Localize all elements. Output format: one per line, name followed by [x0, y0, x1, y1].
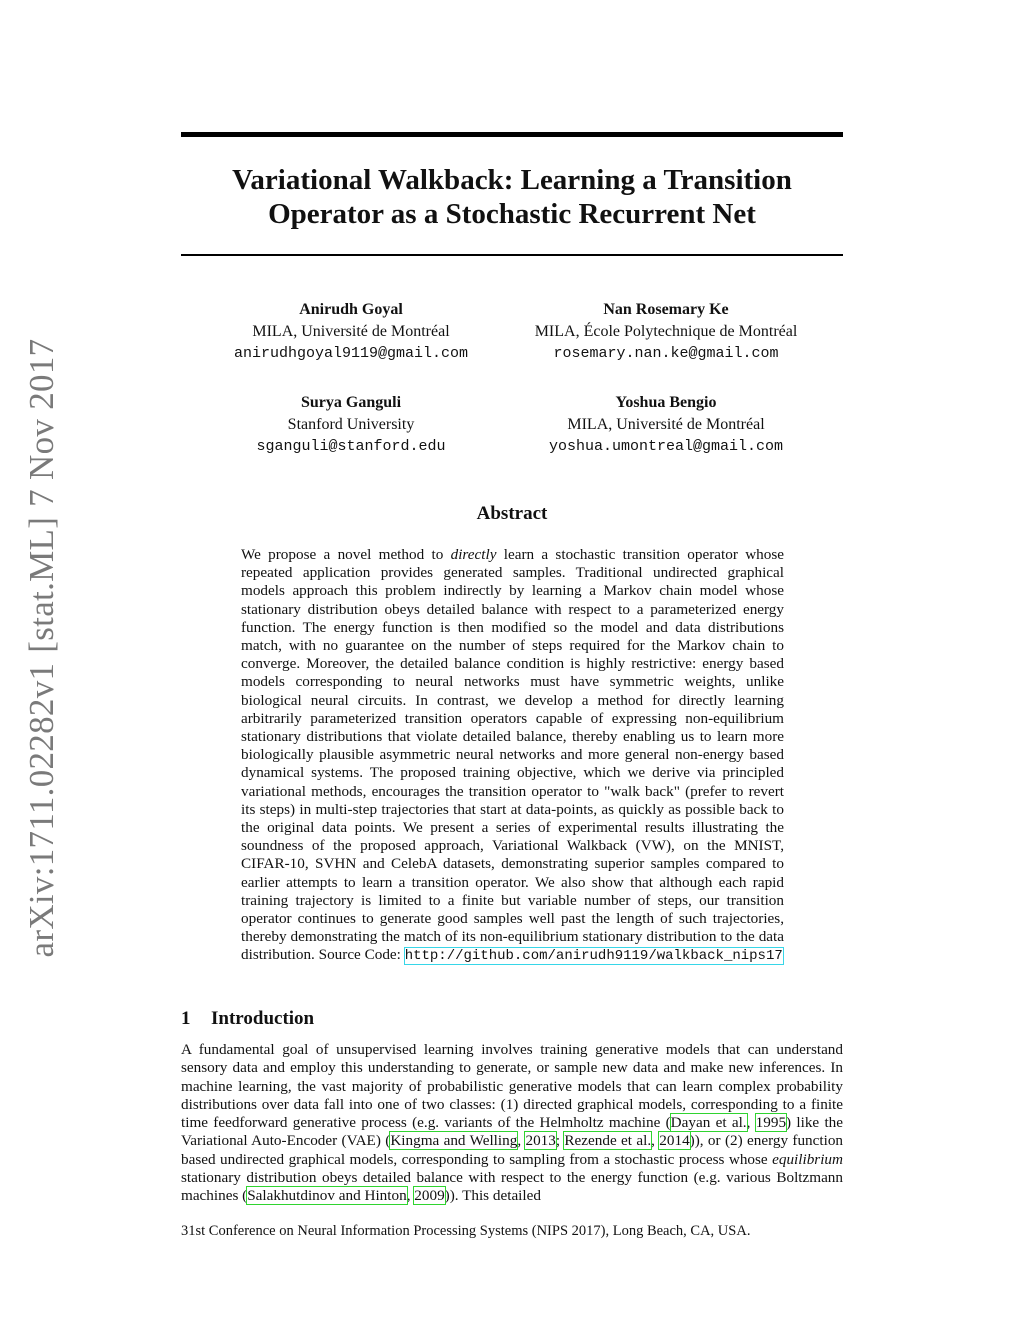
title-line-1: Variational Walkback: Learning a Transition [232, 164, 792, 196]
citation-link[interactable]: 2014 [659, 1132, 690, 1150]
arxiv-date: 7 Nov 2017 [22, 338, 61, 507]
author-name: Yoshua Bengio [615, 394, 717, 411]
conference-footnote: 31st Conference on Neural Information Processing Systems (NIPS 2017), Long Beach, CA, USA. [181, 1223, 751, 1239]
author-block [181, 299, 521, 365]
section-heading-introduction [181, 1008, 843, 1030]
arxiv-id: arXiv:1711.02282v1 [22, 662, 61, 958]
intro-emphasis: equilibrium [772, 1150, 843, 1168]
title-line-2: Operator as a Stochastic Recurrent Net [268, 198, 756, 230]
abstract-text-part: We propose a novel method to [241, 546, 451, 563]
author-name: Nan Rosemary Ke [603, 301, 729, 318]
author-email[interactable]: sganguli@stanford.edu [256, 438, 446, 455]
intro-text: ; [555, 1132, 565, 1150]
author-affiliation: MILA, Université de Montréal [252, 323, 450, 340]
intro-text: , [406, 1187, 415, 1205]
author-email[interactable]: rosemary.nan.ke@gmail.com [553, 345, 779, 362]
citation-link[interactable]: Rezende et al. [564, 1132, 652, 1150]
citation-link[interactable]: 1995 [755, 1114, 787, 1132]
author-affiliation: Stanford University [287, 416, 415, 433]
arxiv-watermark [22, 334, 62, 963]
intro-text: )), or (2) energy function based undirected graphical models, corresponding to sampling from a stochastic process whose [181, 1132, 844, 1168]
author-email[interactable]: anirudhgoyal9119@gmail.com [233, 345, 469, 362]
citation-link[interactable]: Salakhutdinov and Hinton [247, 1187, 407, 1205]
intro-text: stationary distribution obeys detailed balance with respect to the energy function (e.g. various Boltzmann machines ( [181, 1169, 843, 1205]
author-block [496, 299, 836, 365]
introduction-paragraph [181, 1041, 843, 1206]
arxiv-category: [stat.ML] [22, 516, 61, 653]
intro-text: A fundamental goal of unsupervised learning involves training generative models that can understand sensory data and employ this understanding to generate, or sample new data and make new inferences. In machine learning, the vast majority of probabilistic generative models that can learn complex probability distributions over data fall into one of two classes: (1) directed graphical models, corresponding to a finite time feedforward generative process (e.g. variants of the Helmholtz machine ( [181, 1041, 843, 1132]
author-block [181, 392, 521, 458]
paper-title [181, 163, 843, 231]
citation-link[interactable]: Dayan et al. [670, 1114, 747, 1132]
intro-text: , [651, 1132, 660, 1150]
citation-link[interactable]: 2009 [414, 1187, 445, 1205]
citation-link[interactable]: Kingma and Welling [390, 1132, 518, 1150]
intro-text: ) like the Variational Auto-Encoder (VAE) ( [181, 1114, 843, 1150]
title-top-rule [181, 132, 843, 137]
author-block [496, 392, 836, 458]
intro-text: , [517, 1132, 526, 1150]
author-name: Anirudh Goyal [299, 301, 403, 318]
title-bottom-rule [181, 254, 843, 256]
abstract-text-part: learn a stochastic transition operator whose repeated application provides generated samples. Traditional undirected graphical models approach this problem indirectly by learning a Markov chain model whose stationary distribution obeys detailed balance with respect to a parameterized energy function. The energy function is then modified so the model and data distributions match, with no guarantee on the number of steps required for the Markov chain to converge. Moreover, the detailed balance condition is highly restrictive: energy based models corresponding to neural networks must have symmetric weights, unlike biological neural circuits. In contrast, we develop a method for directly learning arbitrarily parameterized transition operators capable of expressing non-equilibrium stationary distributions that violate detailed balance, thereby enabling us to learn more biologically plausible asymmetric neural networks and more general non-energy based dynamical systems. The proposed training objective, which we derive via principled variational methods, encourages the transition operator to "walk back" (prefer to revert its steps) in multi-step trajectories that start at data-points, as quickly as possible back to the original data points. We present a series of experimental results illustrating the soundness of the proposed approach, Variational Walkback (VW), on the MNIST, CIFAR-10, SVHN and CelebA datasets, demonstrating superior samples compared to earlier attempts to learn a transition operator. We also show that although each rapid training trajectory is limited to a finite but variable number of steps, our transition operator continues to generate good samples well past the length of such trajectories, thereby demonstrating the match of its non-equilibrium stationary distribution to the data distribution. Source Code: [241, 546, 784, 964]
abstract-text [241, 546, 784, 966]
author-affiliation: MILA, École Polytechnique de Montréal [534, 323, 798, 340]
citation-link[interactable]: 2013 [525, 1132, 556, 1150]
author-affiliation: MILA, Université de Montréal [567, 416, 765, 433]
author-email[interactable]: yoshua.umontreal@gmail.com [548, 438, 784, 455]
abstract-emphasis: directly [450, 546, 497, 563]
author-name: Surya Ganguli [300, 394, 402, 411]
intro-text: )). This detailed [444, 1187, 541, 1205]
section-number: 1 [181, 1008, 191, 1029]
abstract-heading: Abstract [476, 503, 548, 524]
source-code-link[interactable]: http://github.com/anirudh9119/walkback_nips17 [404, 948, 783, 965]
section-title: Introduction [211, 1008, 315, 1029]
intro-text: , [746, 1114, 756, 1132]
